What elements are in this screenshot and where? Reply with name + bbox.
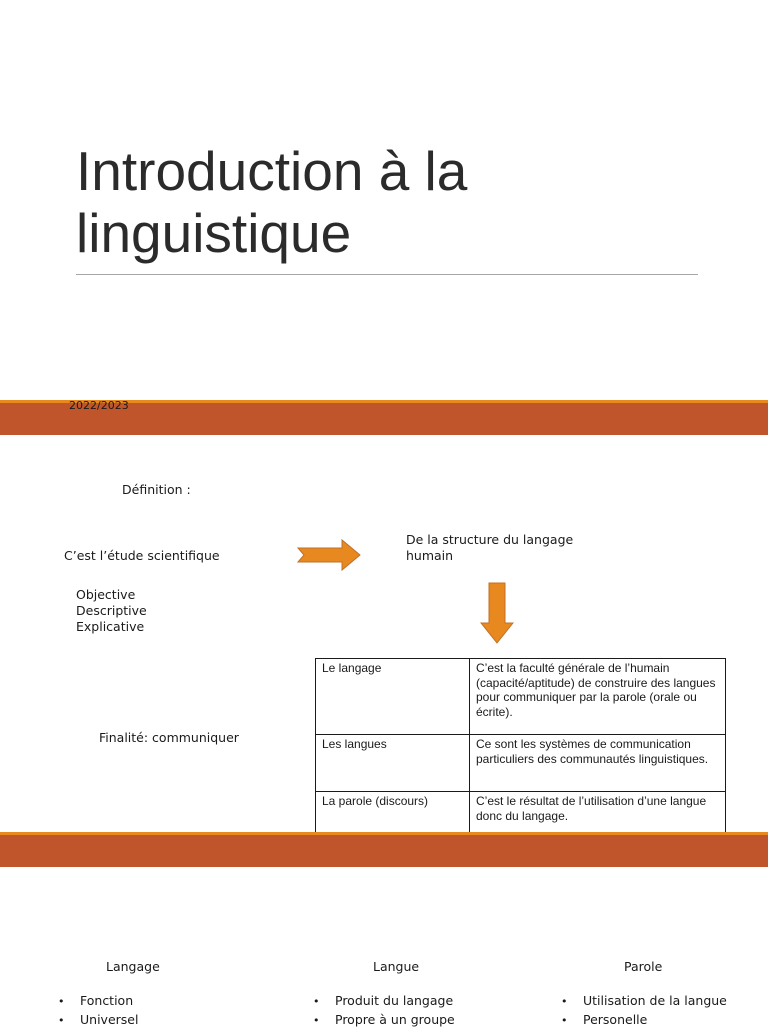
slide-footer-band <box>0 832 768 867</box>
structure-text: De la structure du langage humain <box>406 532 574 563</box>
column-list-parole <box>561 992 727 1030</box>
table-row <box>316 659 726 735</box>
qualities-list <box>76 587 147 635</box>
quality-item: Explicative <box>76 619 145 634</box>
table-row <box>316 792 726 837</box>
arrow-down-icon <box>480 581 514 645</box>
column-list-langue <box>313 992 455 1030</box>
table-term: Le langage <box>316 659 470 735</box>
academic-year: 2022/2023 <box>69 399 129 412</box>
table-description: Ce sont les systèmes de communication particuliers des communautés linguistiques. <box>470 735 726 792</box>
list-item: • Utilisation de la langue <box>561 992 727 1011</box>
table-term: La parole (discours) <box>316 792 470 837</box>
column-heading-parole: Parole <box>624 959 663 974</box>
list-item: • Propre à un groupe <box>313 1011 455 1030</box>
slide-title: Introduction à la linguistique <box>76 140 468 264</box>
list-item: • Personelle <box>561 1011 727 1030</box>
column-heading-langue: Langue <box>373 959 420 974</box>
table-description: C’est le résultat de l’utilisation d’une langue donc du langage. <box>470 792 726 837</box>
definitions-table <box>315 658 726 837</box>
list-item: • Fonction <box>58 992 138 1011</box>
quality-item: Descriptive <box>76 603 147 618</box>
list-item: • Universel <box>58 1011 138 1030</box>
column-heading-langage: Langage <box>106 959 160 974</box>
definition-text: C’est l’étude scientifique <box>64 548 220 563</box>
table-description: C’est la faculté générale de l’humain (capacité/aptitude) de construire des langues pour communiquer par la parole (orale ou écrite). <box>470 659 726 735</box>
title-divider <box>76 274 698 275</box>
arrow-right-icon <box>296 538 362 572</box>
list-item: • Produit du langage <box>313 992 455 1011</box>
table-row <box>316 735 726 792</box>
finalite-text: Finalité: communiquer <box>99 730 239 745</box>
quality-item: Objective <box>76 587 136 602</box>
definition-label: Définition : <box>122 482 191 497</box>
column-list-langage <box>58 992 138 1030</box>
table-term: Les langues <box>316 735 470 792</box>
